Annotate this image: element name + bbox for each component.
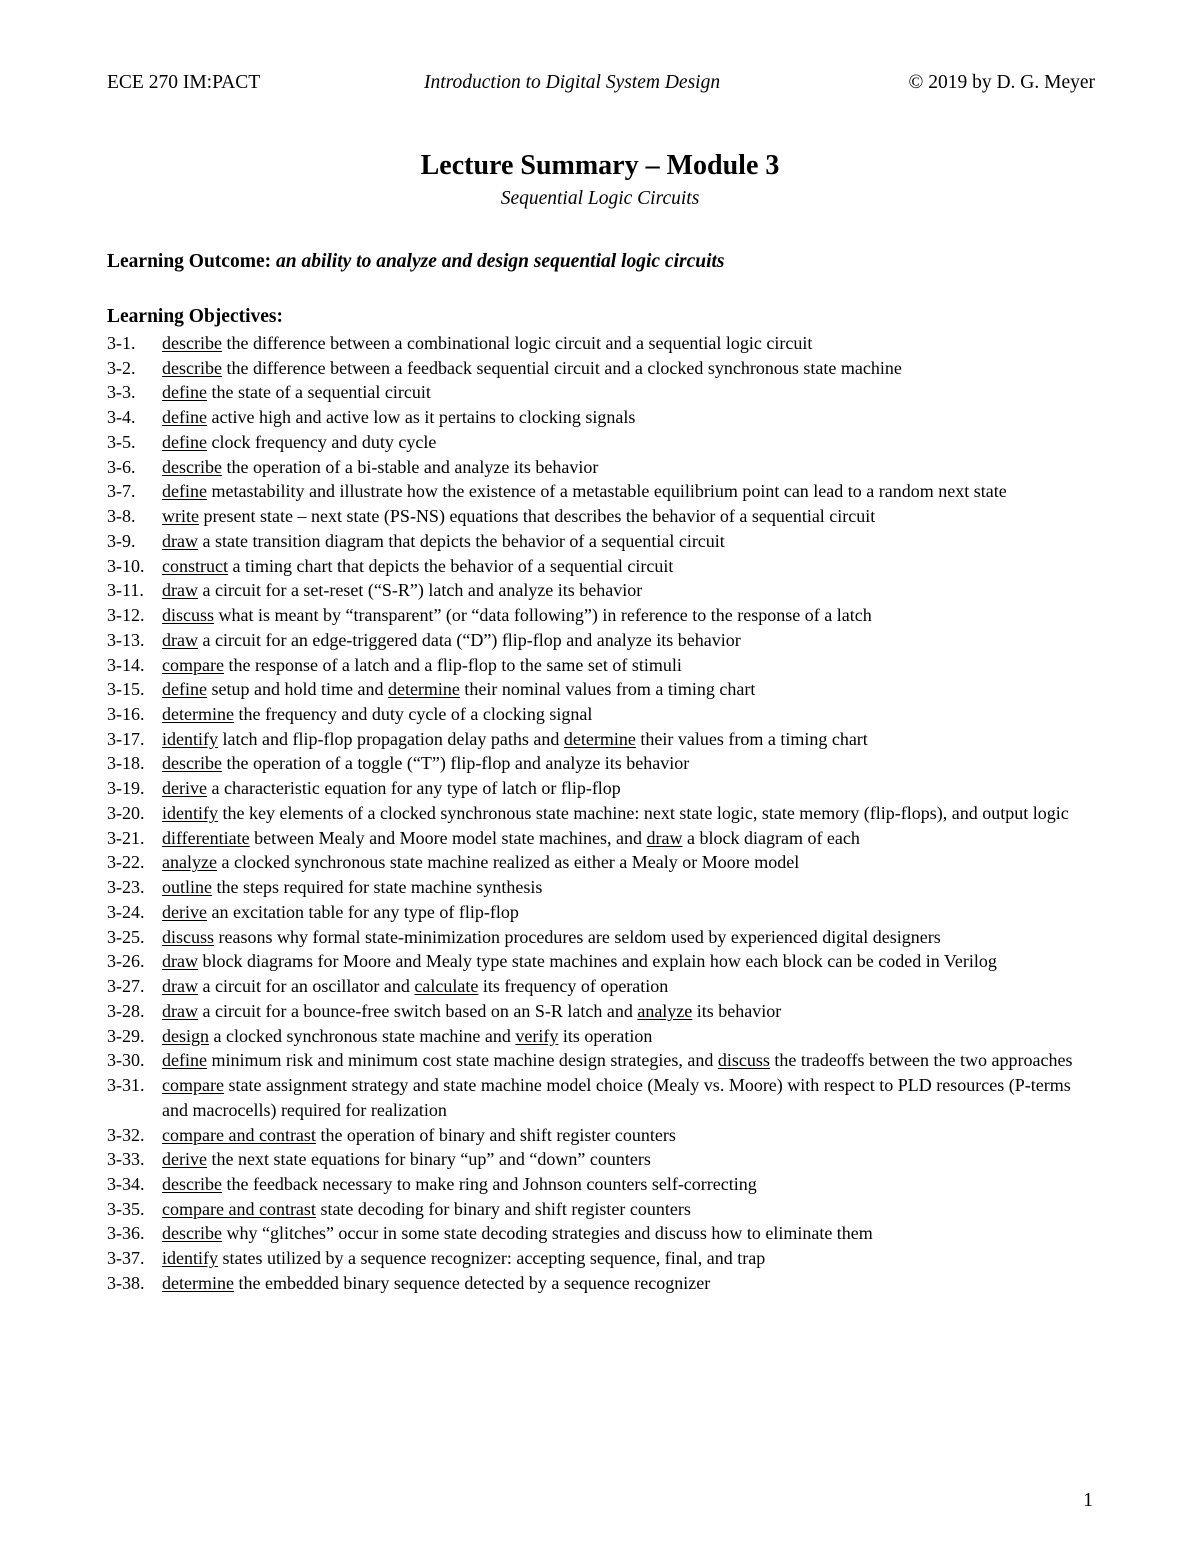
objective-item xyxy=(107,801,1095,826)
objective-number: 3-27. xyxy=(107,976,145,997)
objective-action-verb: define xyxy=(162,679,207,700)
learning-outcome-label: Learning Outcome: xyxy=(107,251,272,272)
objective-text xyxy=(162,479,1095,504)
objective-text xyxy=(162,850,1095,875)
objective-description: a block diagram of each xyxy=(682,827,860,848)
objective-description: a clocked synchronous state machine and xyxy=(209,1025,516,1046)
objective-description: their nominal values from a timing chart xyxy=(459,679,756,700)
objective-action-verb: compare xyxy=(162,1075,224,1096)
objective-text xyxy=(162,949,1095,974)
objective-number: 3-34. xyxy=(107,1173,145,1194)
objective-number: 3-29. xyxy=(107,1025,145,1046)
objective-text xyxy=(162,727,1095,752)
objective-item xyxy=(107,628,1095,653)
objective-item xyxy=(107,850,1095,875)
objective-description: the response of a latch and a flip-flop to the same set of stimuli xyxy=(223,654,682,675)
objective-action-verb: derive xyxy=(162,778,207,799)
objective-number: 3-6. xyxy=(107,456,136,477)
objective-description: a circuit for an oscillator and xyxy=(197,976,415,997)
objective-action-verb: derive xyxy=(162,1149,207,1170)
objective-action-verb: differentiate xyxy=(162,827,250,848)
objective-number: 3-10. xyxy=(107,555,145,576)
objective-description: what is meant by “transparent” (or “data following”) in reference to the response of a latch xyxy=(214,605,872,626)
objective-action-verb: define xyxy=(162,407,207,428)
objective-text xyxy=(162,603,1095,628)
objective-number: 3-36. xyxy=(107,1223,145,1244)
objective-item xyxy=(107,677,1095,702)
objective-item xyxy=(107,949,1095,974)
objective-item xyxy=(107,603,1095,628)
objective-text xyxy=(162,677,1095,702)
page-header xyxy=(107,72,1095,98)
objective-item xyxy=(107,900,1095,925)
objective-action-verb: determine xyxy=(387,679,460,700)
objective-item xyxy=(107,380,1095,405)
objective-text xyxy=(162,875,1095,900)
objective-action-verb: determine xyxy=(563,728,636,749)
objective-number: 3-35. xyxy=(107,1198,145,1219)
objective-number: 3-12. xyxy=(107,605,145,626)
objective-action-verb: identify xyxy=(162,728,218,749)
objective-action-verb: outline xyxy=(162,877,212,898)
objective-action-verb: design xyxy=(162,1025,209,1046)
objective-action-verb: discuss xyxy=(162,926,215,947)
objective-description: why “glitches” occur in some state decoding strategies and discuss how to eliminate them xyxy=(221,1223,873,1244)
objective-item xyxy=(107,356,1095,381)
objective-text xyxy=(162,1147,1095,1172)
objective-description: a state transition diagram that depicts the behavior of a sequential circuit xyxy=(197,530,725,551)
objective-text xyxy=(162,900,1095,925)
objective-text xyxy=(162,801,1095,826)
objective-text xyxy=(162,356,1095,381)
objective-text xyxy=(162,653,1095,678)
objective-action-verb: describe xyxy=(162,1173,222,1194)
objective-action-verb: verify xyxy=(515,1025,559,1046)
objective-number: 3-16. xyxy=(107,704,145,725)
objective-number: 3-33. xyxy=(107,1149,145,1170)
objective-number: 3-13. xyxy=(107,629,145,650)
objective-action-verb: calculate xyxy=(414,976,479,997)
objective-action-verb: analyze xyxy=(162,852,217,873)
objective-text xyxy=(162,504,1095,529)
objective-text xyxy=(162,1123,1095,1148)
objective-description: a clocked synchronous state machine realized as either a Mealy or Moore model xyxy=(216,852,800,873)
objective-text xyxy=(162,1197,1095,1222)
objective-action-verb: construct xyxy=(162,555,228,576)
objective-text xyxy=(162,554,1095,579)
objective-text xyxy=(162,331,1095,356)
objective-number: 3-18. xyxy=(107,753,145,774)
objective-action-verb: describe xyxy=(162,456,222,477)
objective-description: a circuit for a bounce-free switch based on an S-R latch and xyxy=(197,1000,638,1021)
objective-description: state assignment strategy and state machine model choice (Mealy vs. Moore) with respect to PLD resources (P-terms and macrocells) required for realization xyxy=(162,1075,1071,1120)
objective-action-verb: compare and contrast xyxy=(162,1198,316,1219)
objective-action-verb: compare xyxy=(162,654,224,675)
course-title: Introduction to Digital System Design xyxy=(424,72,721,93)
objective-action-verb: describe xyxy=(162,333,222,353)
objective-number: 3-23. xyxy=(107,877,145,898)
objective-action-verb: analyze xyxy=(637,1000,693,1021)
objective-number: 3-8. xyxy=(107,506,136,527)
objective-action-verb: define xyxy=(162,382,207,403)
objective-action-verb: describe xyxy=(162,753,222,774)
objective-number: 3-7. xyxy=(107,481,136,502)
objective-description: the steps required for state machine synthesis xyxy=(212,877,543,898)
objective-text xyxy=(162,1271,1095,1296)
objective-number: 3-25. xyxy=(107,926,145,947)
objective-description: the state of a sequential circuit xyxy=(206,382,431,403)
objective-description: its frequency of operation xyxy=(478,976,669,997)
objective-description: the tradeoffs between the two approaches xyxy=(769,1050,1073,1071)
objective-item xyxy=(107,430,1095,455)
objective-description: the operation of binary and shift register counters xyxy=(315,1124,676,1145)
objective-action-verb: define xyxy=(162,481,207,502)
objective-text xyxy=(162,974,1095,999)
objective-item xyxy=(107,974,1095,999)
objective-number: 3-28. xyxy=(107,1000,145,1021)
objective-item xyxy=(107,1024,1095,1049)
objective-text xyxy=(162,999,1095,1024)
objective-description: active high and active low as it pertains to clocking signals xyxy=(206,407,636,428)
objective-text xyxy=(162,529,1095,554)
objective-description: present state – next state (PS-NS) equations that describes the behavior of a sequential circuit xyxy=(198,506,876,527)
objective-description: the difference between a combinational logic circuit and a sequential logic circuit xyxy=(221,333,813,353)
objective-item xyxy=(107,1172,1095,1197)
objective-item xyxy=(107,455,1095,480)
objective-description: its behavior xyxy=(692,1000,782,1021)
objective-description: a characteristic equation for any type of latch or flip-flop xyxy=(206,778,621,799)
objective-number: 3-20. xyxy=(107,802,145,823)
objective-number: 3-1. xyxy=(107,333,136,353)
objective-action-verb: identify xyxy=(162,802,218,823)
objective-item xyxy=(107,925,1095,950)
objective-number: 3-4. xyxy=(107,407,136,428)
objective-item xyxy=(107,1246,1095,1271)
objective-text xyxy=(162,380,1095,405)
objective-item xyxy=(107,1221,1095,1246)
objective-description: their values from a timing chart xyxy=(635,728,868,749)
objective-action-verb: determine xyxy=(162,1272,234,1293)
objective-description: the next state equations for binary “up” and “down” counters xyxy=(206,1149,651,1170)
objective-item xyxy=(107,1123,1095,1148)
objective-action-verb: draw xyxy=(162,976,198,997)
objective-item xyxy=(107,578,1095,603)
objective-description: metastability and illustrate how the existence of a metastable equilibrium point can lead to a random next state xyxy=(206,481,1007,502)
objective-action-verb: derive xyxy=(162,901,207,922)
objective-item xyxy=(107,1197,1095,1222)
objective-text xyxy=(162,578,1095,603)
objective-text xyxy=(162,925,1095,950)
objective-number: 3-31. xyxy=(107,1075,145,1096)
objective-number: 3-3. xyxy=(107,382,136,403)
objective-number: 3-5. xyxy=(107,431,136,452)
objective-item xyxy=(107,875,1095,900)
objective-item xyxy=(107,751,1095,776)
objective-action-verb: write xyxy=(162,506,199,527)
objective-action-verb: draw xyxy=(162,1000,198,1021)
copyright: © 2019 by D. G. Meyer xyxy=(908,72,1095,93)
objective-action-verb: discuss xyxy=(717,1050,770,1071)
objective-description: clock frequency and duty cycle xyxy=(206,431,437,452)
objective-description: the feedback necessary to make ring and Johnson counters self-correcting xyxy=(221,1173,757,1194)
learning-outcome xyxy=(107,251,725,273)
objective-number: 3-9. xyxy=(107,530,136,551)
objective-description: minimum risk and minimum cost state machine design strategies, and xyxy=(206,1050,718,1071)
objective-number: 3-37. xyxy=(107,1248,145,1269)
objective-item xyxy=(107,529,1095,554)
objective-description: block diagrams for Moore and Mealy type state machines and explain how each block can be coded in Verilog xyxy=(197,951,997,972)
objective-text xyxy=(162,1048,1095,1073)
objective-number: 3-17. xyxy=(107,728,145,749)
objective-action-verb: describe xyxy=(162,357,222,378)
objective-number: 3-26. xyxy=(107,951,145,972)
objective-description: a circuit for an edge-triggered data (“D”) flip-flop and analyze its behavior xyxy=(197,629,741,650)
objective-number: 3-14. xyxy=(107,654,145,675)
objective-number: 3-24. xyxy=(107,901,145,922)
course-code: ECE 270 IM:PACT xyxy=(107,72,261,93)
objective-text xyxy=(162,1073,1095,1122)
objective-description: its operation xyxy=(558,1025,653,1046)
objective-description: a circuit for a set-reset (“S-R”) latch and analyze its behavior xyxy=(197,580,643,601)
objective-text xyxy=(162,1221,1095,1246)
objective-item xyxy=(107,653,1095,678)
objective-number: 3-15. xyxy=(107,679,145,700)
objective-action-verb: define xyxy=(162,431,207,452)
objective-action-verb: compare and contrast xyxy=(162,1124,316,1145)
objective-action-verb: define xyxy=(162,1050,207,1071)
objective-text xyxy=(162,430,1095,455)
objective-description: the frequency and duty cycle of a clocking signal xyxy=(233,704,593,725)
objective-item xyxy=(107,1073,1095,1122)
objective-description: the difference between a feedback sequential circuit and a clocked synchronous state machine xyxy=(221,357,902,378)
objective-item xyxy=(107,479,1095,504)
objective-description: the operation of a toggle (“T”) flip-flop and analyze its behavior xyxy=(221,753,690,774)
objective-text xyxy=(162,1024,1095,1049)
objective-description: the embedded binary sequence detected by a sequence recognizer xyxy=(233,1272,711,1293)
objective-item xyxy=(107,1147,1095,1172)
objective-item xyxy=(107,776,1095,801)
objective-description: the key elements of a clocked synchronous state machine: next state logic, state memory (flip-flops), and output logic xyxy=(218,802,1069,823)
objective-item xyxy=(107,1271,1095,1296)
objective-action-verb: draw xyxy=(162,580,198,601)
objective-action-verb: determine xyxy=(162,704,234,725)
page-number: 1 xyxy=(1083,1490,1093,1511)
objective-number: 3-22. xyxy=(107,852,145,873)
objective-text xyxy=(162,702,1095,727)
objective-text xyxy=(162,628,1095,653)
objective-item xyxy=(107,331,1095,356)
objective-description: a timing chart that depicts the behavior of a sequential circuit xyxy=(227,555,674,576)
objective-number: 3-2. xyxy=(107,357,136,378)
objective-text xyxy=(162,826,1095,851)
objective-item xyxy=(107,702,1095,727)
objective-action-verb: draw xyxy=(162,530,198,551)
page-title: Lecture Summary – Module 3 xyxy=(420,150,780,181)
objectives-list xyxy=(107,331,1095,1296)
objective-text xyxy=(162,1246,1095,1271)
objective-item xyxy=(107,1048,1095,1073)
objective-text xyxy=(162,1172,1095,1197)
objective-number: 3-21. xyxy=(107,827,145,848)
objectives-heading: Learning Objectives: xyxy=(107,306,284,327)
objective-number: 3-38. xyxy=(107,1272,145,1293)
objective-action-verb: describe xyxy=(162,1223,222,1244)
objective-item xyxy=(107,826,1095,851)
objective-action-verb: draw xyxy=(646,827,683,848)
objective-text xyxy=(162,751,1095,776)
objective-action-verb: draw xyxy=(162,629,198,650)
learning-outcome-text: an ability to analyze and design sequential logic circuits xyxy=(275,251,725,272)
objective-action-verb: discuss xyxy=(162,605,215,626)
objective-number: 3-19. xyxy=(107,778,145,799)
page-subtitle: Sequential Logic Circuits xyxy=(500,188,700,209)
objective-text xyxy=(162,776,1095,801)
objective-number: 3-32. xyxy=(107,1124,145,1145)
objective-description: state decoding for binary and shift register counters xyxy=(315,1198,691,1219)
objective-number: 3-30. xyxy=(107,1050,145,1071)
objective-description: the operation of a bi-stable and analyze its behavior xyxy=(221,456,599,477)
objective-item xyxy=(107,999,1095,1024)
objective-description: latch and flip-flop propagation delay paths and xyxy=(218,728,564,749)
objective-number: 3-11. xyxy=(107,580,144,601)
objective-description: an excitation table for any type of flip-flop xyxy=(206,901,519,922)
objective-item xyxy=(107,405,1095,430)
objective-description: states utilized by a sequence recognizer: accepting sequence, final, and trap xyxy=(218,1248,766,1269)
objective-description: reasons why formal state-minimization procedures are seldom used by experienced digital designers xyxy=(214,926,941,947)
objective-item xyxy=(107,554,1095,579)
objective-action-verb: identify xyxy=(162,1248,218,1269)
objective-item xyxy=(107,727,1095,752)
objective-item xyxy=(107,504,1095,529)
objective-text xyxy=(162,405,1095,430)
objective-text xyxy=(162,455,1095,480)
objective-action-verb: draw xyxy=(162,951,198,972)
objective-description: between Mealy and Moore model state machines, and xyxy=(249,827,647,848)
objective-description: setup and hold time and xyxy=(206,679,388,700)
